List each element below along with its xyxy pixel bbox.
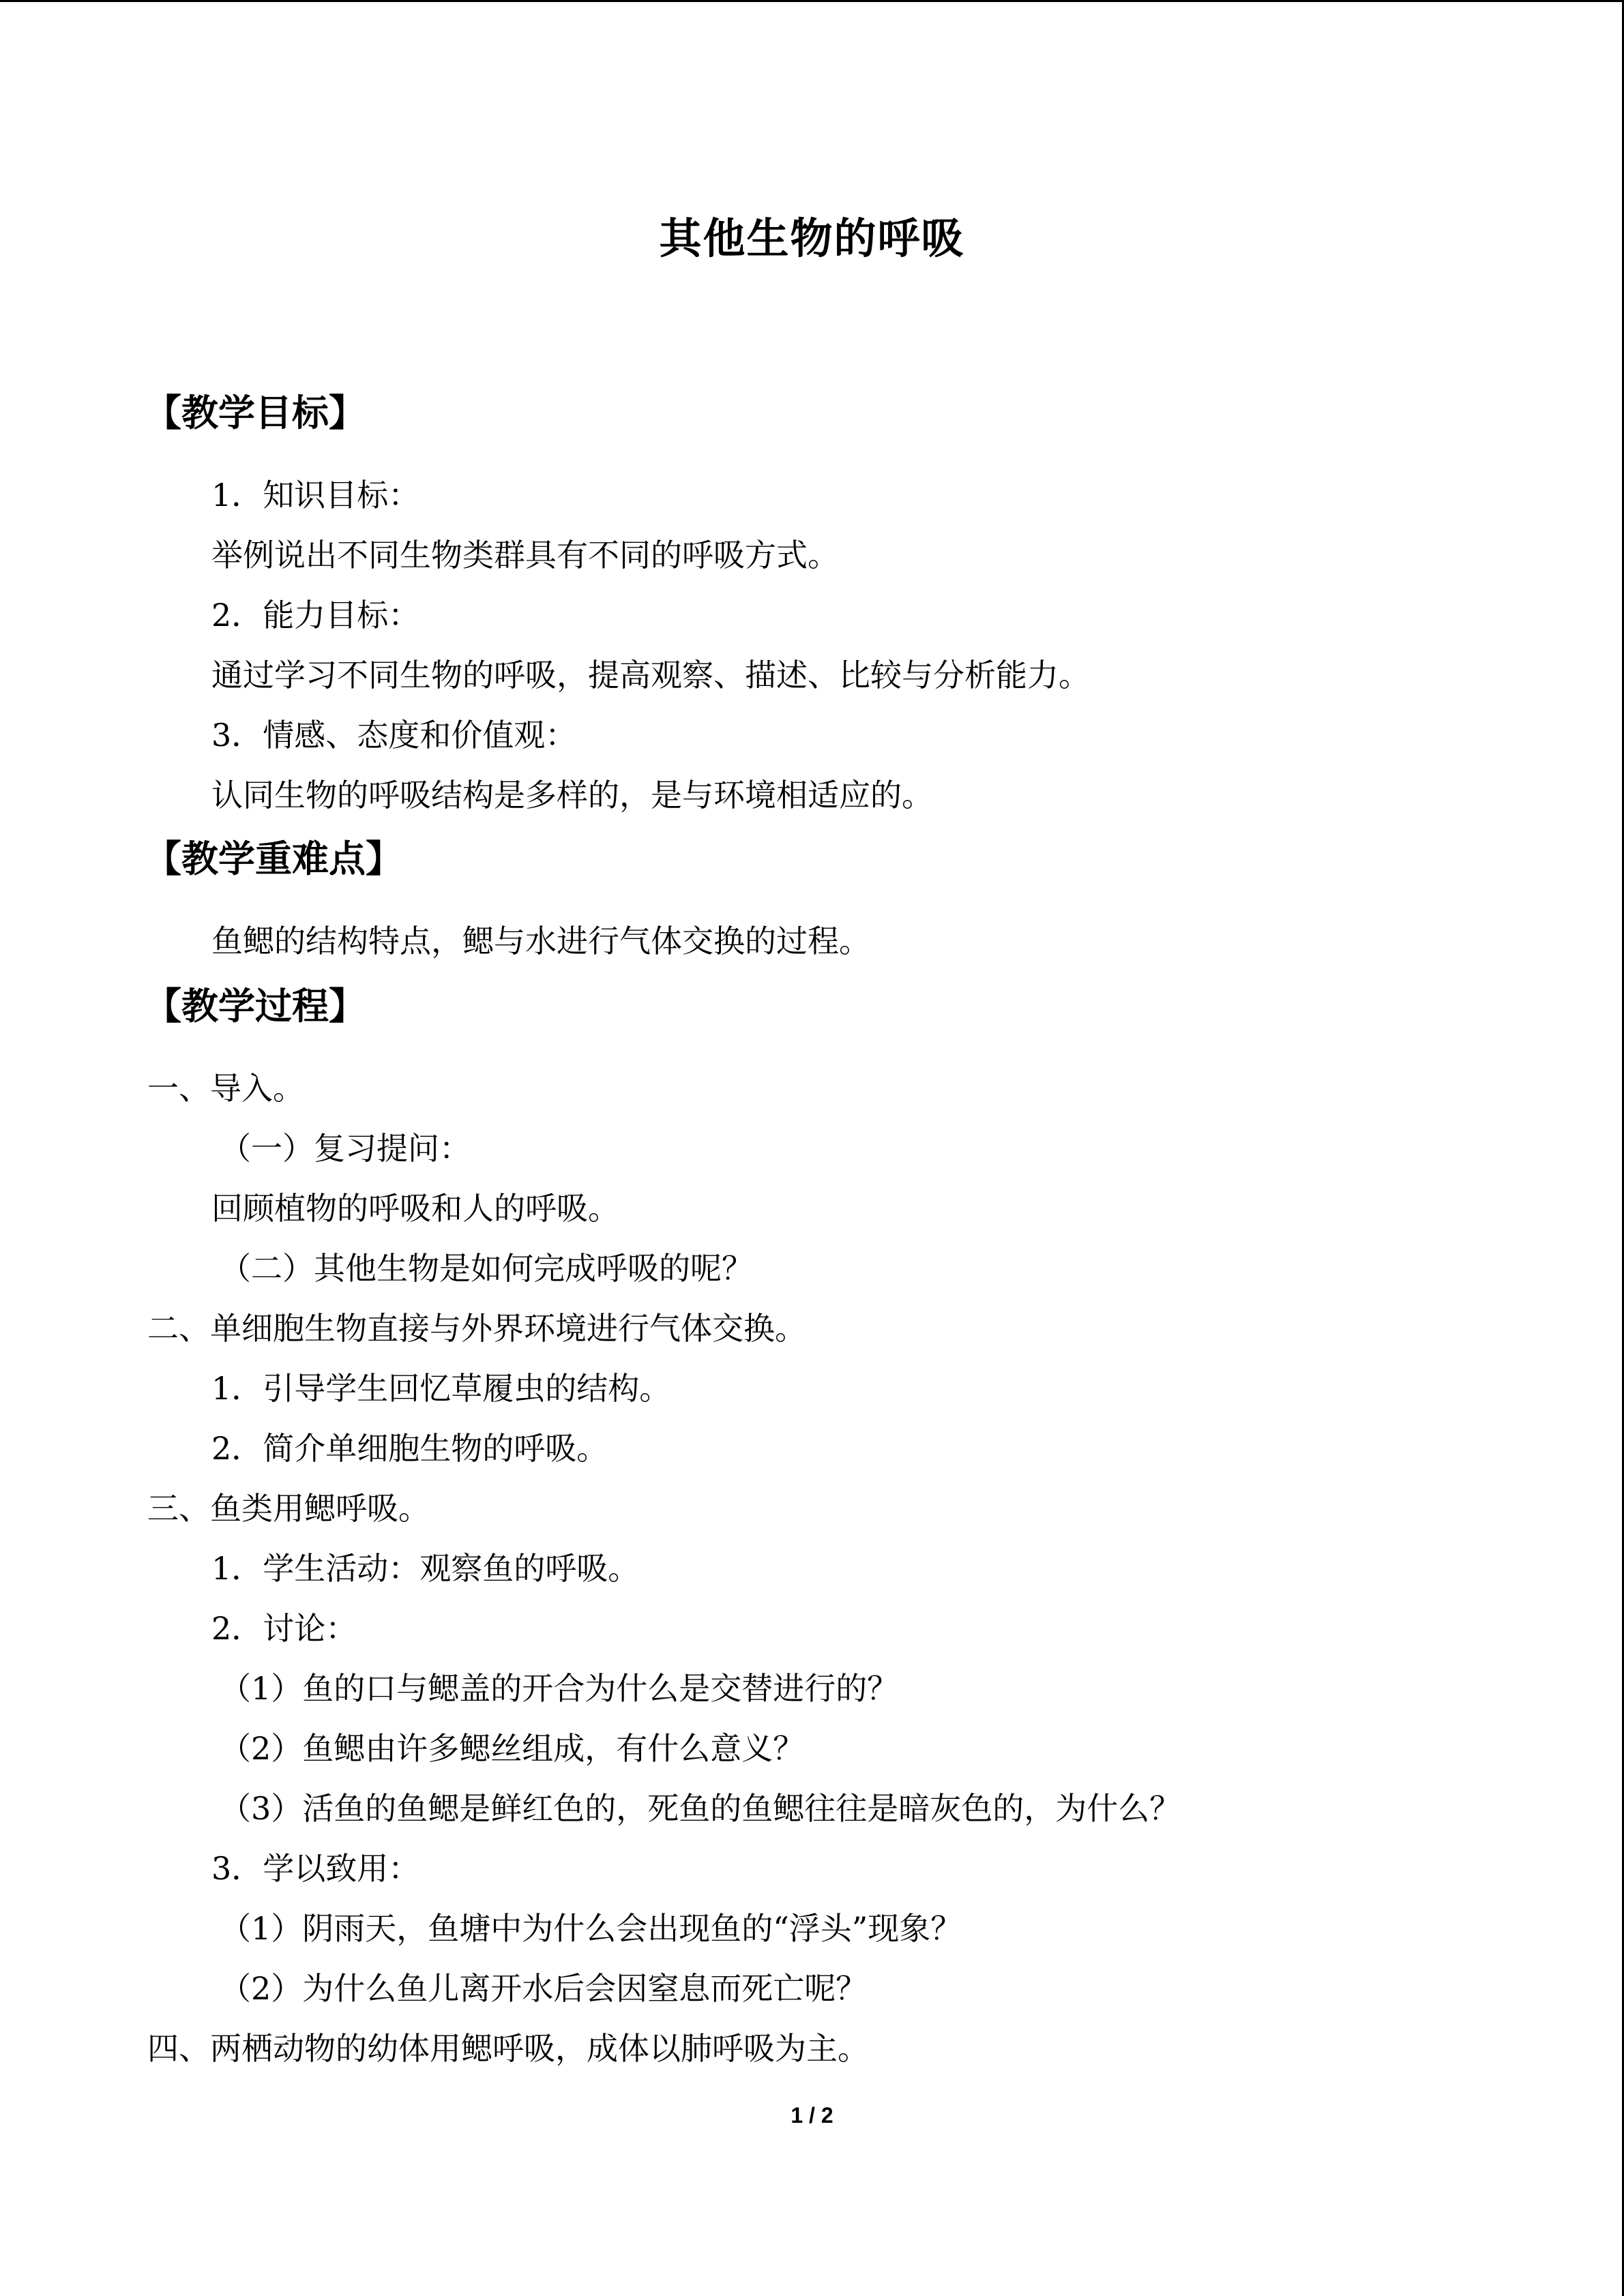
- objective-item: 2．能力目标：: [211, 597, 420, 633]
- process-step: （2）鱼鳃由许多鳃丝组成，有什么意义？: [220, 1730, 805, 1767]
- objective-item: 3．情感、态度和价值观：: [211, 717, 577, 754]
- section-heading-keypoints: 【教学重难点】: [145, 837, 402, 880]
- process-step: 二、单细胞生物直接与外界环境进行气体交换。: [147, 1310, 806, 1347]
- process-step: （一）复习提问：: [220, 1130, 471, 1167]
- process-step: 三、鱼类用鳃呼吸。: [147, 1490, 430, 1527]
- process-step: 一、导入。: [147, 1070, 304, 1107]
- process-step: （1）阴雨天，鱼塘中为什么会出现鱼的“浮头”现象？: [220, 1910, 962, 1947]
- process-step: 1．学生活动：观察鱼的呼吸。: [211, 1550, 640, 1587]
- process-step: 四、两栖动物的幼体用鳃呼吸，成体以肺呼吸为主。: [147, 2030, 869, 2067]
- section-heading-process: 【教学过程】: [145, 984, 366, 1028]
- objective-item: 举例说出不同生物类群具有不同的呼吸方式。: [211, 537, 839, 573]
- process-step: （二）其他生物是如何完成呼吸的呢？: [220, 1250, 753, 1287]
- process-step: 2．讨论：: [211, 1610, 357, 1647]
- objective-item: 认同生物的呼吸结构是多样的，是与环境相适应的。: [211, 777, 933, 814]
- process-step: 1．引导学生回忆草履虫的结构。: [211, 1370, 671, 1407]
- process-step: 回顾植物的呼吸和人的呼吸。: [211, 1190, 619, 1227]
- section-heading-objectives: 【教学目标】: [145, 391, 366, 434]
- process-step: （1）鱼的口与鳃盖的开合为什么是交替进行的？: [220, 1670, 899, 1707]
- process-step: 3．学以致用：: [211, 1850, 420, 1887]
- page-number: 1 / 2: [791, 2103, 833, 2128]
- process-step: （2）为什么鱼儿离开水后会因窒息而死亡呢？: [220, 1970, 868, 2007]
- process-step: （3）活鱼的鱼鳃是鲜红色的，死鱼的鱼鳃往往是暗灰色的，为什么？: [220, 1790, 1181, 1827]
- document-title: 其他生物的呼吸: [659, 213, 965, 263]
- keypoint-item: 鱼鳃的结构特点，鳃与水进行气体交换的过程。: [211, 923, 870, 959]
- objective-item: 1．知识目标：: [211, 477, 420, 513]
- process-step: 2．简介单细胞生物的呼吸。: [211, 1430, 608, 1467]
- objective-item: 通过学习不同生物的呼吸，提高观察、描述、比较与分析能力。: [211, 657, 1090, 694]
